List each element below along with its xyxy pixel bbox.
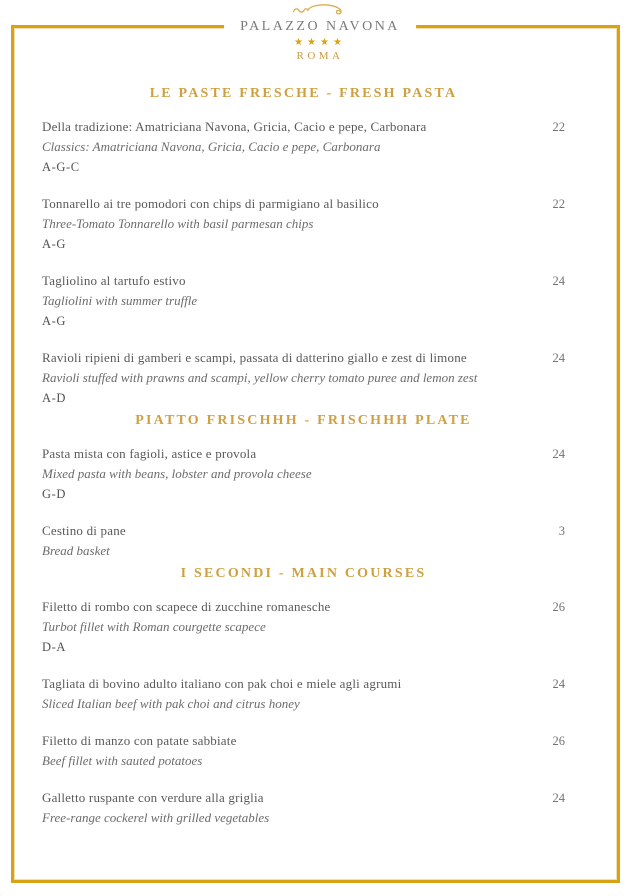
dish-price: 24 xyxy=(552,677,565,691)
menu-item-head xyxy=(42,444,565,464)
dish-name: Galletto ruspante con verdure alla griglia xyxy=(42,790,264,805)
dish-allergens: D-A xyxy=(42,640,67,654)
menu-item xyxy=(42,117,565,177)
menu-item-head xyxy=(42,788,565,808)
dish-name: Ravioli ripieni di gamberi e scampi, passata di datterino giallo e zest di limone xyxy=(42,350,467,365)
dish-allergens: A-G xyxy=(42,237,67,251)
menu-item xyxy=(42,348,565,408)
dish-allergens: G-D xyxy=(42,487,67,501)
menu-item xyxy=(42,194,565,254)
dish-price: 22 xyxy=(552,197,565,211)
dish-price: 26 xyxy=(552,600,565,614)
dish-translation: Three-Tomato Tonnarello with basil parmesan chips xyxy=(42,216,314,231)
menu-item-head xyxy=(42,194,565,214)
dish-translation: Free-range cockerel with grilled vegetables xyxy=(42,810,270,825)
hotel-name: PALAZZO NAVONA xyxy=(240,19,400,34)
section-title: PIATTO FRISCHHH - FRISCHHH PLATE xyxy=(135,413,472,428)
menu-item xyxy=(42,597,565,657)
dish-translation: Turbot fillet with Roman courgette scapece xyxy=(42,619,266,634)
menu-item-head xyxy=(42,271,565,291)
dish-name: Filetto di manzo con patate sabbiate xyxy=(42,733,237,748)
menu-item xyxy=(42,674,565,714)
hotel-logo xyxy=(224,2,416,64)
section-title: I SECONDI - MAIN COURSES xyxy=(180,566,427,581)
menu-item-head xyxy=(42,674,565,694)
dish-price: 24 xyxy=(552,351,565,365)
menu-item-head xyxy=(42,597,565,617)
dish-translation: Mixed pasta with beans, lobster and provola cheese xyxy=(42,466,312,481)
menu-item-head xyxy=(42,731,565,751)
hotel-stars: ★★★★ xyxy=(294,37,346,48)
dish-translation: Tagliolini with summer truffle xyxy=(42,293,198,308)
dish-price: 24 xyxy=(552,791,565,805)
dish-name: Cestino di pane xyxy=(42,523,126,538)
dish-name: Della tradizione: Amatriciana Navona, Gricia, Cacio e pepe, Carbonara xyxy=(42,119,427,134)
dish-price: 24 xyxy=(552,447,565,461)
dish-translation: Beef fillet with sauted potatoes xyxy=(42,753,203,768)
calligraphic-swirl-icon xyxy=(291,2,349,18)
dish-translation: Classics: Amatriciana Navona, Gricia, Cacio e pepe, Carbonara xyxy=(42,139,381,154)
menu-item-head xyxy=(42,348,565,368)
dish-translation: Sliced Italian beef with pak choi and citrus honey xyxy=(42,696,300,711)
section-title: LE PASTE FRESCHE - FRESH PASTA xyxy=(149,86,458,101)
dish-name: Filetto di rombo con scapece di zucchine romanesche xyxy=(42,599,331,614)
menu-item xyxy=(42,271,565,331)
dish-name: Pasta mista con fagioli, astice e provola xyxy=(42,446,257,461)
menu-item-head xyxy=(42,117,565,137)
dish-price: 26 xyxy=(552,734,565,748)
dish-name: Tonnarello ai tre pomodori con chips di parmigiano al basilico xyxy=(42,196,379,211)
dish-price: 3 xyxy=(558,524,565,538)
dish-price: 24 xyxy=(552,274,565,288)
menu-item xyxy=(42,788,565,828)
menu-item xyxy=(42,444,565,504)
hotel-city: ROMA xyxy=(296,50,344,62)
dish-price: 22 xyxy=(552,120,565,134)
dish-allergens: A-G-C xyxy=(42,160,80,174)
dish-name: Tagliata di bovino adulto italiano con pak choi e miele agli agrumi xyxy=(42,676,402,691)
dish-name: Tagliolino al tartufo estivo xyxy=(42,273,186,288)
dish-allergens: A-G xyxy=(42,314,67,328)
dish-translation: Ravioli stuffed with prawns and scampi, yellow cherry tomato puree and lemon zest xyxy=(42,370,478,385)
menu-item xyxy=(42,521,565,561)
menu-item-head xyxy=(42,521,565,541)
menu-item xyxy=(42,731,565,771)
menu-content xyxy=(42,84,565,845)
dish-allergens: A-D xyxy=(42,391,67,405)
dish-translation: Bread basket xyxy=(42,543,110,558)
